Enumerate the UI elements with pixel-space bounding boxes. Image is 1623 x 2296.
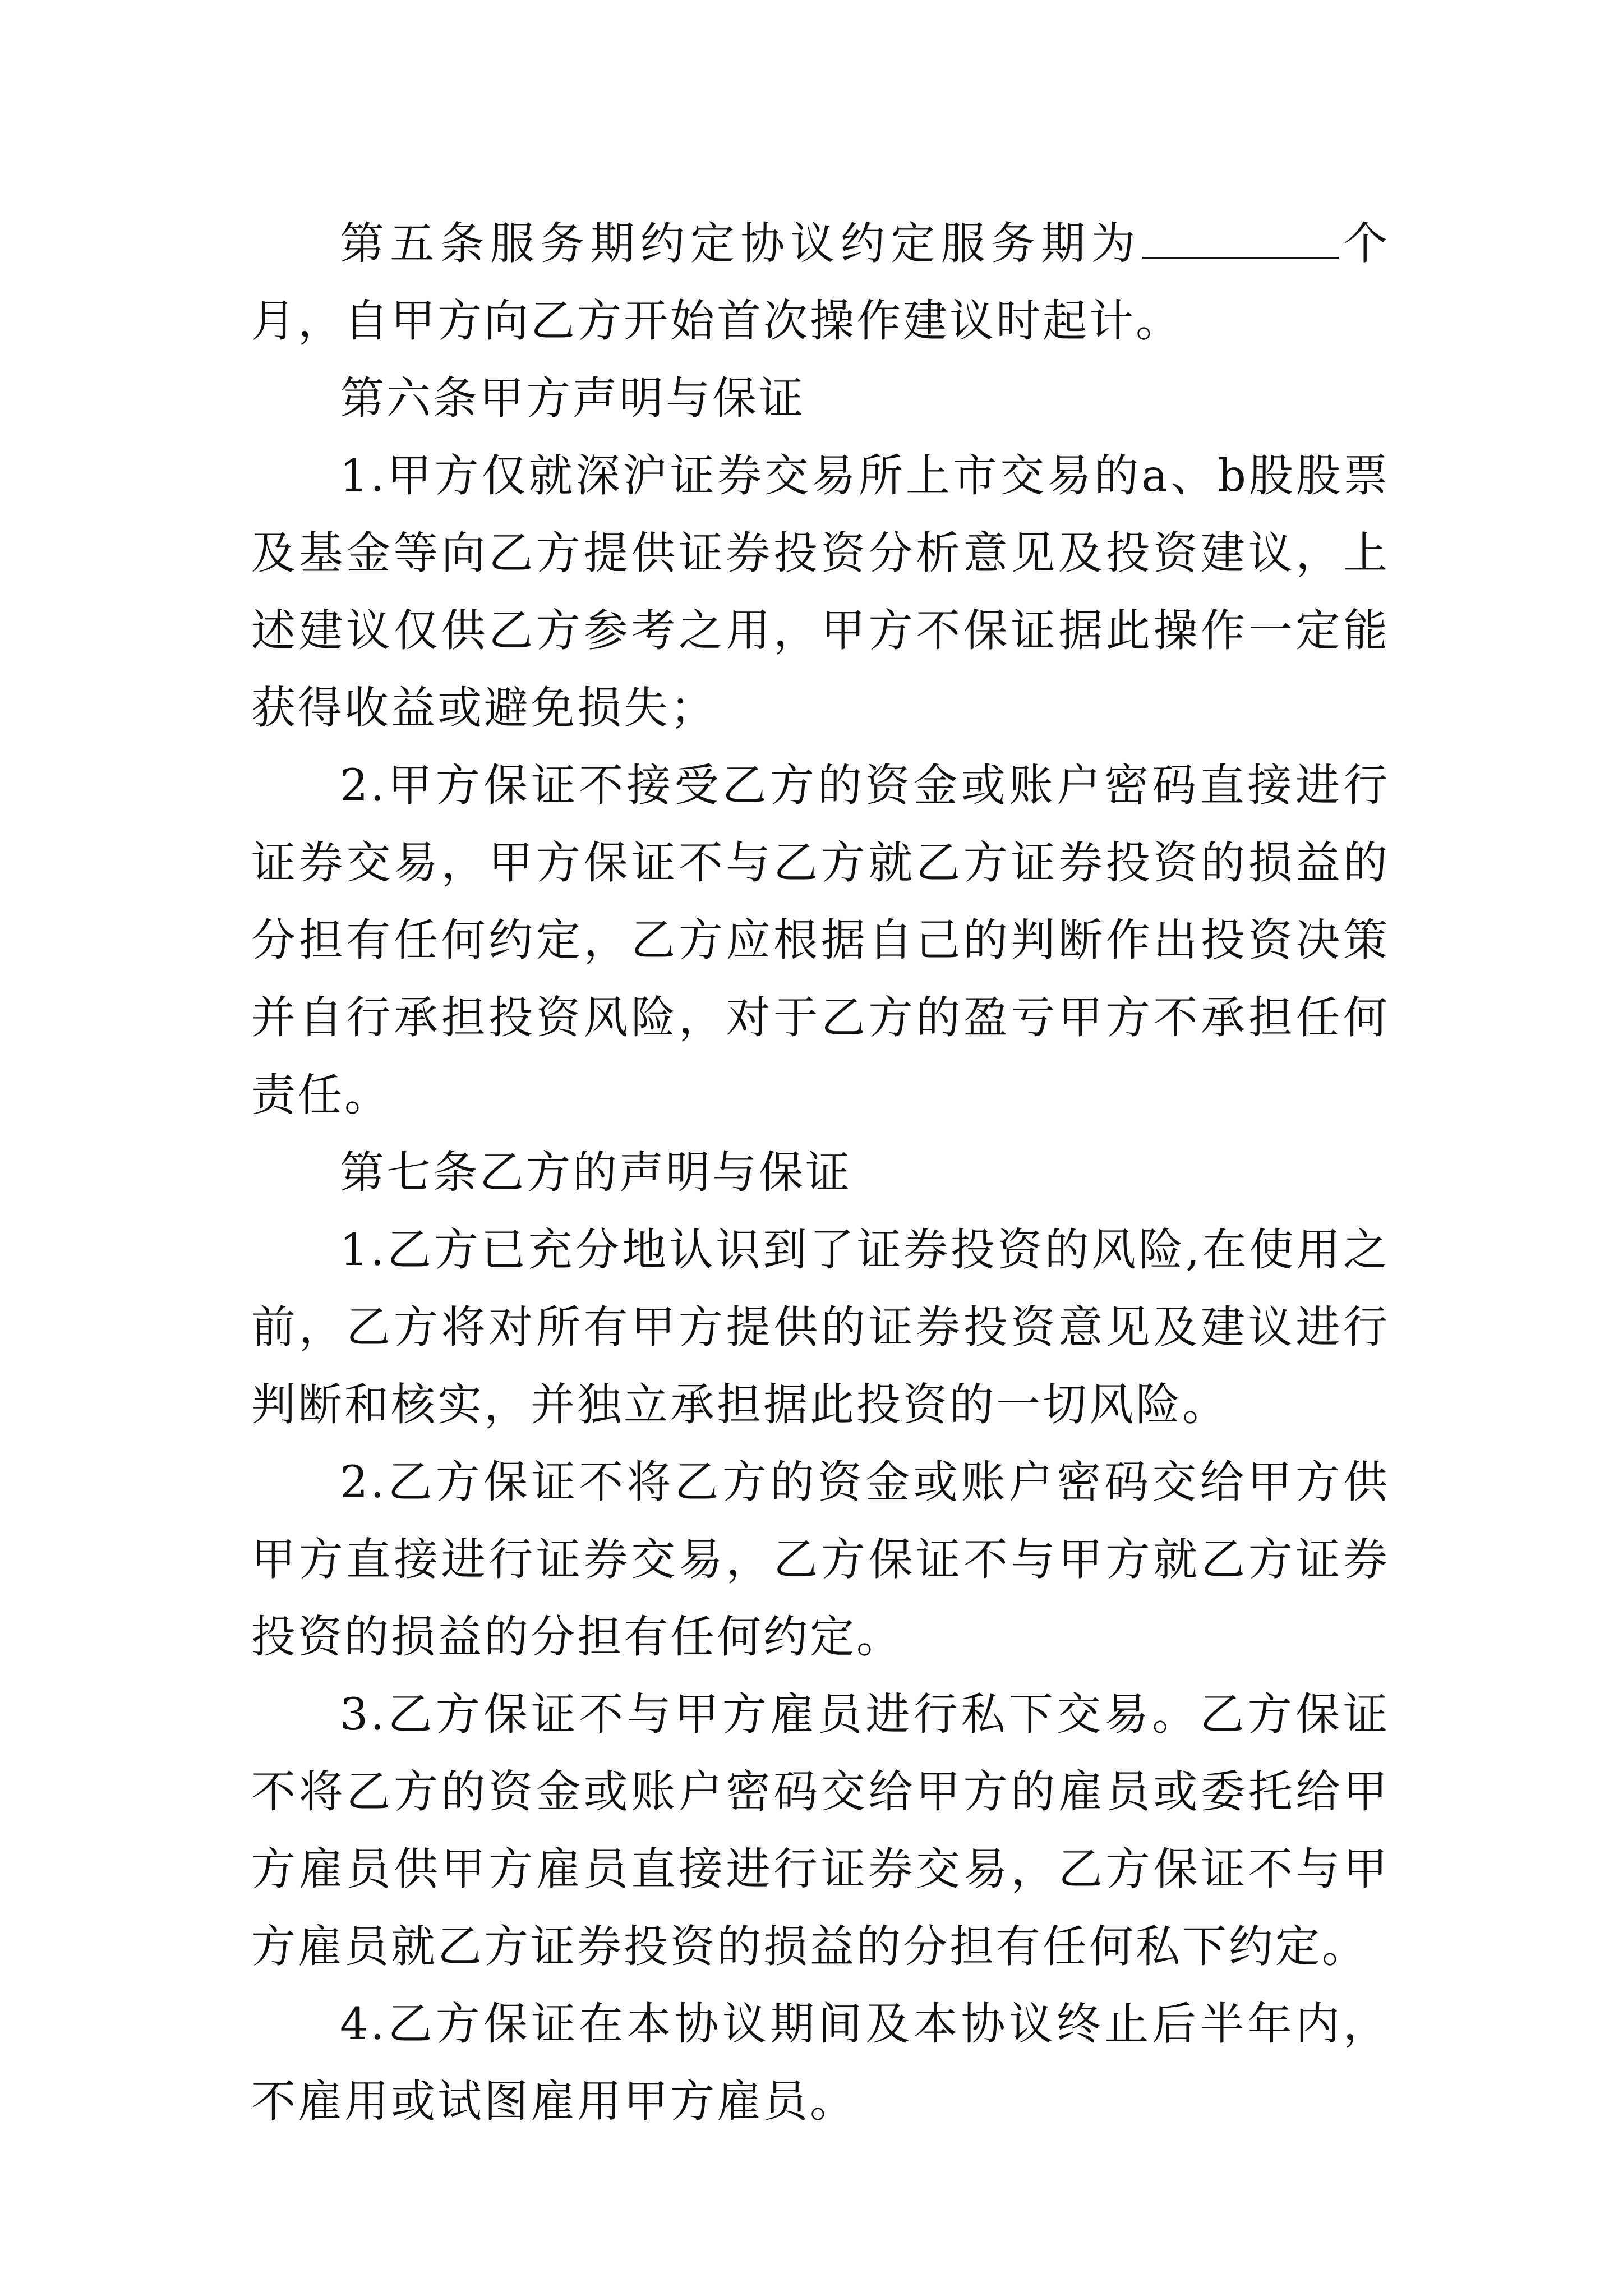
clause-7-item-1: 1.乙方已充分地认识到了证券投资的风险,在使用之前，乙方将对所有甲方提供的证券投资意见及建议进行判断和核实，并独立承担据此投资的一切风险。 (251, 1224, 1390, 1430)
clause-7-item-4: 4.乙方保证在本协议期间及本协议终止后半年内，不雇用或试图雇用甲方雇员。 (251, 1998, 1390, 2127)
document-body (251, 205, 1390, 2140)
clause-6-item-2: 2.甲方保证不接受乙方的资金或账户密码直接进行证券交易，甲方保证不与乙方就乙方证券投资的损益的分担有任何约定，乙方应根据自己的判断作出投资决策并自行承担投资风险，对于乙方的盈亏甲方不承担任何责任。 (251, 760, 1390, 1121)
clause-7-heading: 第七条乙方的声明与保证 (340, 1147, 852, 1198)
service-period-blank (1142, 218, 1339, 259)
clause-6-item-1: 1.甲方仅就深沪证券交易所上市交易的a、b股股票及基金等向乙方提供证券投资分析意见及投资建议，上述建议仅供乙方参考之用，甲方不保证据此操作一定能获得收益或避免损失； (251, 450, 1390, 734)
clause-6-heading: 第六条甲方声明与保证 (340, 372, 805, 424)
clause-5-paragraph (251, 205, 1390, 360)
clause-7-item-3: 3.乙方保证不与甲方雇员进行私下交易。乙方保证不将乙方的资金或账户密码交给甲方的雇员或委托给甲方雇员供甲方雇员直接进行证券交易，乙方保证不与甲方雇员就乙方证券投资的损益的分担有任何私下约定。 (251, 1688, 1390, 1972)
clause-5-text-before-blank: 第五条服务期约定协议约定服务期为 (340, 218, 1141, 269)
clause-7-item-2: 2.乙方保证不将乙方的资金或账户密码交给甲方供甲方直接进行证券交易，乙方保证不与甲方就乙方证券投资的损益的分担有任何约定。 (251, 1456, 1390, 1663)
clause-5-text-after-blank: 个月，自甲方向乙方开始首次操作建议时起计。 (251, 218, 1390, 347)
